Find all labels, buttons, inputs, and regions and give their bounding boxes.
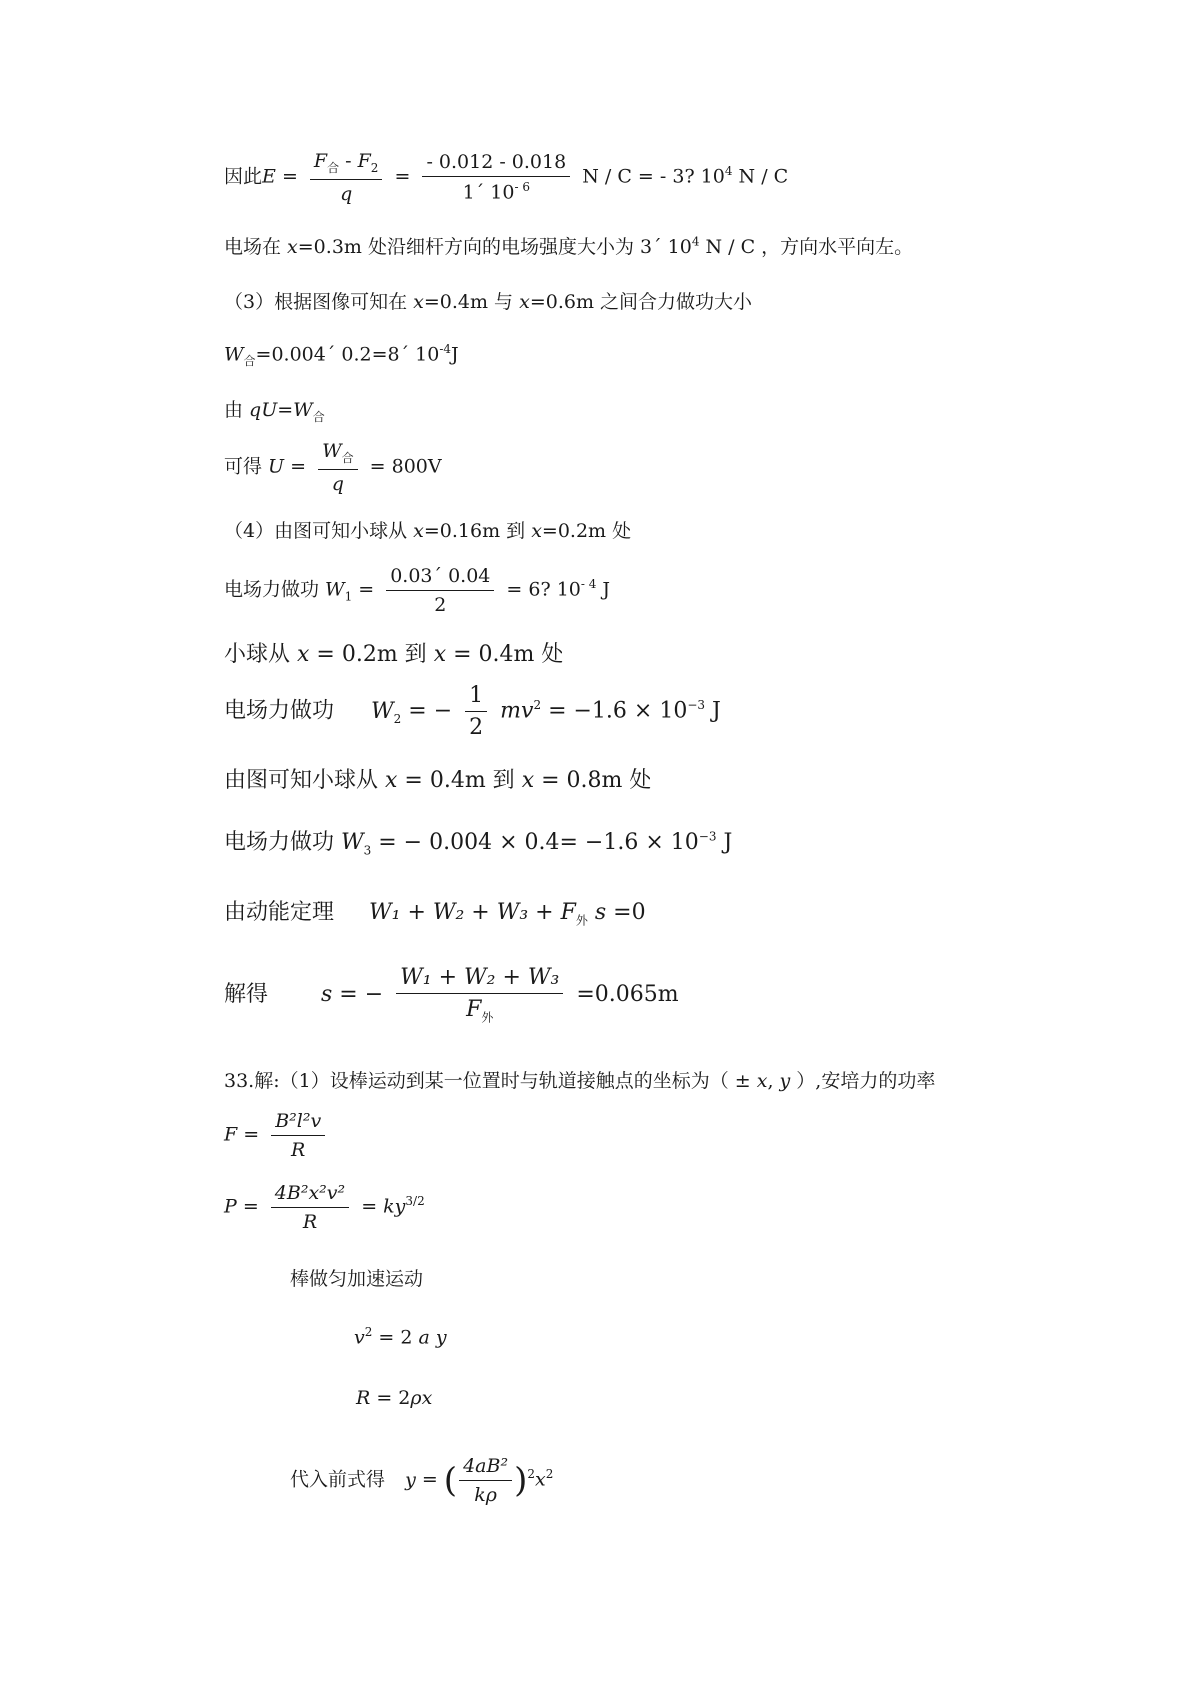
text: 因此 [224,165,263,188]
var: ρx [410,1387,433,1409]
fraction [459,1455,512,1506]
text: J [451,343,459,366]
text: = −1.6 × 10 [541,698,688,724]
op: = [352,578,381,601]
var: x [287,236,298,258]
text: = 2 [370,1387,411,1409]
var: qU [249,399,278,421]
para-part3 [224,287,752,314]
num: W₁ + W₂ + W₃ [396,965,563,994]
var: x [413,291,424,313]
num: - 0.012 - 0.018 [422,151,570,177]
den: 2 [434,594,447,616]
text: = 6? 10 [506,578,581,601]
num: 4B²x²v² [271,1182,349,1208]
text: = − 0.004 × 0.4= −1.6 × 10 [371,830,699,855]
sup: 2 [364,1325,373,1339]
fraction [318,440,358,495]
text: =0.3m 处沿细杆方向的电场强度大小为 3´ 10 [297,236,692,258]
text: 电场力做功 [224,830,341,855]
var: x [531,520,542,542]
fraction [271,1110,325,1161]
var: W [371,698,394,724]
sub: 2 [393,711,402,726]
para-uniform-accel [290,1264,423,1291]
sup: −3 [687,698,706,713]
paren-close: ) [514,1460,528,1501]
para-ball-02-04 [224,637,563,668]
para-ball-04-08 [224,763,651,794]
text: 电场力做功 [224,698,335,724]
var: x [433,642,447,667]
sup: 4 [691,234,700,249]
text: =0.004´ 0.2=8´ 10 [255,343,440,366]
var: x [413,520,424,542]
fraction [396,965,563,1025]
var: v [354,1326,365,1349]
eq-solution-s [224,965,679,1025]
var: F [357,150,371,172]
den: q [331,472,344,495]
den: R [302,1211,318,1233]
text: =0 [606,900,646,925]
sub: 合 [312,409,325,424]
text: J [716,830,733,855]
var: y [405,1468,416,1491]
var: P [224,1195,237,1218]
fraction [465,683,487,740]
sub: 外 [575,913,588,928]
op: = − [401,698,460,724]
var: F [313,150,328,172]
var: W₁ + W₂ + W₃ + F [369,900,576,925]
var: E [262,165,276,188]
var: U [268,455,285,478]
text: =0.4m 与 [423,291,520,313]
sub: 合 [341,450,354,465]
text: 代入前式得 [290,1468,386,1491]
sub: 合 [243,354,256,369]
text: 解得 [224,982,269,1008]
text: =0.2m 处 [541,520,632,542]
den: q [340,182,353,205]
eq-voltage [224,440,442,495]
fraction [310,150,383,205]
text: 小球从 [224,642,297,667]
var: a y [418,1326,447,1349]
var: W [341,830,364,855]
den: 1´ 10 [462,181,515,204]
text: J [705,698,721,724]
eq-w3 [224,825,732,857]
text: ）,安培力的功率 [790,1070,936,1092]
eq-final-y [290,1455,553,1506]
para-part4 [224,516,631,543]
var: F [466,997,482,1022]
fraction [271,1182,349,1233]
text: , [767,1070,780,1092]
sup: 2 [533,698,542,713]
eq-force [224,1110,331,1161]
eq-work-total [224,342,459,369]
op: = − [332,982,391,1008]
text: 由 [224,399,250,421]
fraction [386,565,494,616]
text: = 0.2m 到 [309,642,434,667]
sub: 合 [327,160,340,175]
text: = 800V [369,455,442,478]
sub: 外 [481,1010,494,1025]
eq-w1 [224,565,610,616]
sup: −3 [698,829,717,844]
text: J [596,578,611,601]
var: W [322,440,342,462]
text: N / C = - 3? 10 [582,165,725,188]
sup: - 4 [580,577,597,592]
text: = 2 [372,1326,419,1349]
para-field-strength [224,232,913,259]
var: W [325,578,345,601]
sup: 4 [724,164,733,179]
var: x [385,768,398,793]
sup: 3/2 [405,1194,425,1209]
text: N / C ，方向水平向左。 [699,236,914,258]
op: = [415,1468,444,1491]
eq-qu [224,395,325,425]
text: =0.16m 到 [423,520,532,542]
text: 由图可知小球从 [224,768,385,793]
text: = 0.8m 处 [534,768,652,793]
text: =0.065m [576,982,679,1008]
num: 1 [465,683,487,712]
var: s [321,982,333,1008]
text: （3）根据图像可知在 [224,291,414,313]
var: mv [500,698,534,724]
sup: 2 [545,1467,554,1482]
text: =0.6m 之间合力做功大小 [529,291,753,313]
op: = [394,165,411,188]
op: = [281,165,298,188]
sub: 2 [370,160,379,175]
text: 棒做匀加速运动 [290,1268,424,1290]
sub: 1 [344,589,353,604]
para-problem-33 [224,1066,935,1093]
text: 可得 [224,455,269,478]
eq-resistance [356,1387,432,1409]
var: W [224,343,244,366]
op: = [237,1123,266,1146]
op: = [284,455,313,478]
eq-electric-field [224,150,788,205]
var: s [587,900,607,925]
op: = [236,1195,265,1218]
text: 电场在 [224,236,288,258]
sub: 3 [363,843,372,858]
op: - [339,150,358,172]
var: y [779,1070,791,1092]
num: 0.03´ 0.04 [386,565,494,591]
eq-w2 [224,683,721,740]
text: 电场力做功 [224,578,326,601]
text: 33.解:（1）设棒运动到某一位置时与轨道接触点的坐标为（ ± [224,1070,757,1092]
var: = ky [361,1195,406,1218]
den: R [291,1139,306,1161]
den: 2 [469,715,484,740]
op: = [277,399,294,421]
sup: 2 [527,1467,535,1482]
num: B²l²v [271,1110,325,1136]
eq-kinetic-theorem [224,895,646,928]
num: 4aB² [459,1455,512,1481]
text: = 0.4m 处 [446,642,564,667]
var: x [297,642,310,667]
paren-open: ( [443,1460,458,1501]
eq-v-squared [354,1325,447,1348]
var: W [293,399,313,421]
var: x [521,768,535,793]
text: N / C [732,165,789,188]
text: （4）由图可知小球从 [224,520,414,542]
var: x [519,291,530,313]
text: = 0.4m 到 [397,768,522,793]
eq-power [224,1182,425,1233]
sup: -4 [439,342,452,356]
fraction [422,151,570,203]
sup: - 6 [514,180,530,195]
var: x [756,1070,768,1092]
text: 由动能定理 [224,900,335,925]
den: kρ [474,1484,497,1506]
var: x [534,1468,546,1491]
var: R [356,1387,371,1409]
var: F [224,1123,238,1146]
